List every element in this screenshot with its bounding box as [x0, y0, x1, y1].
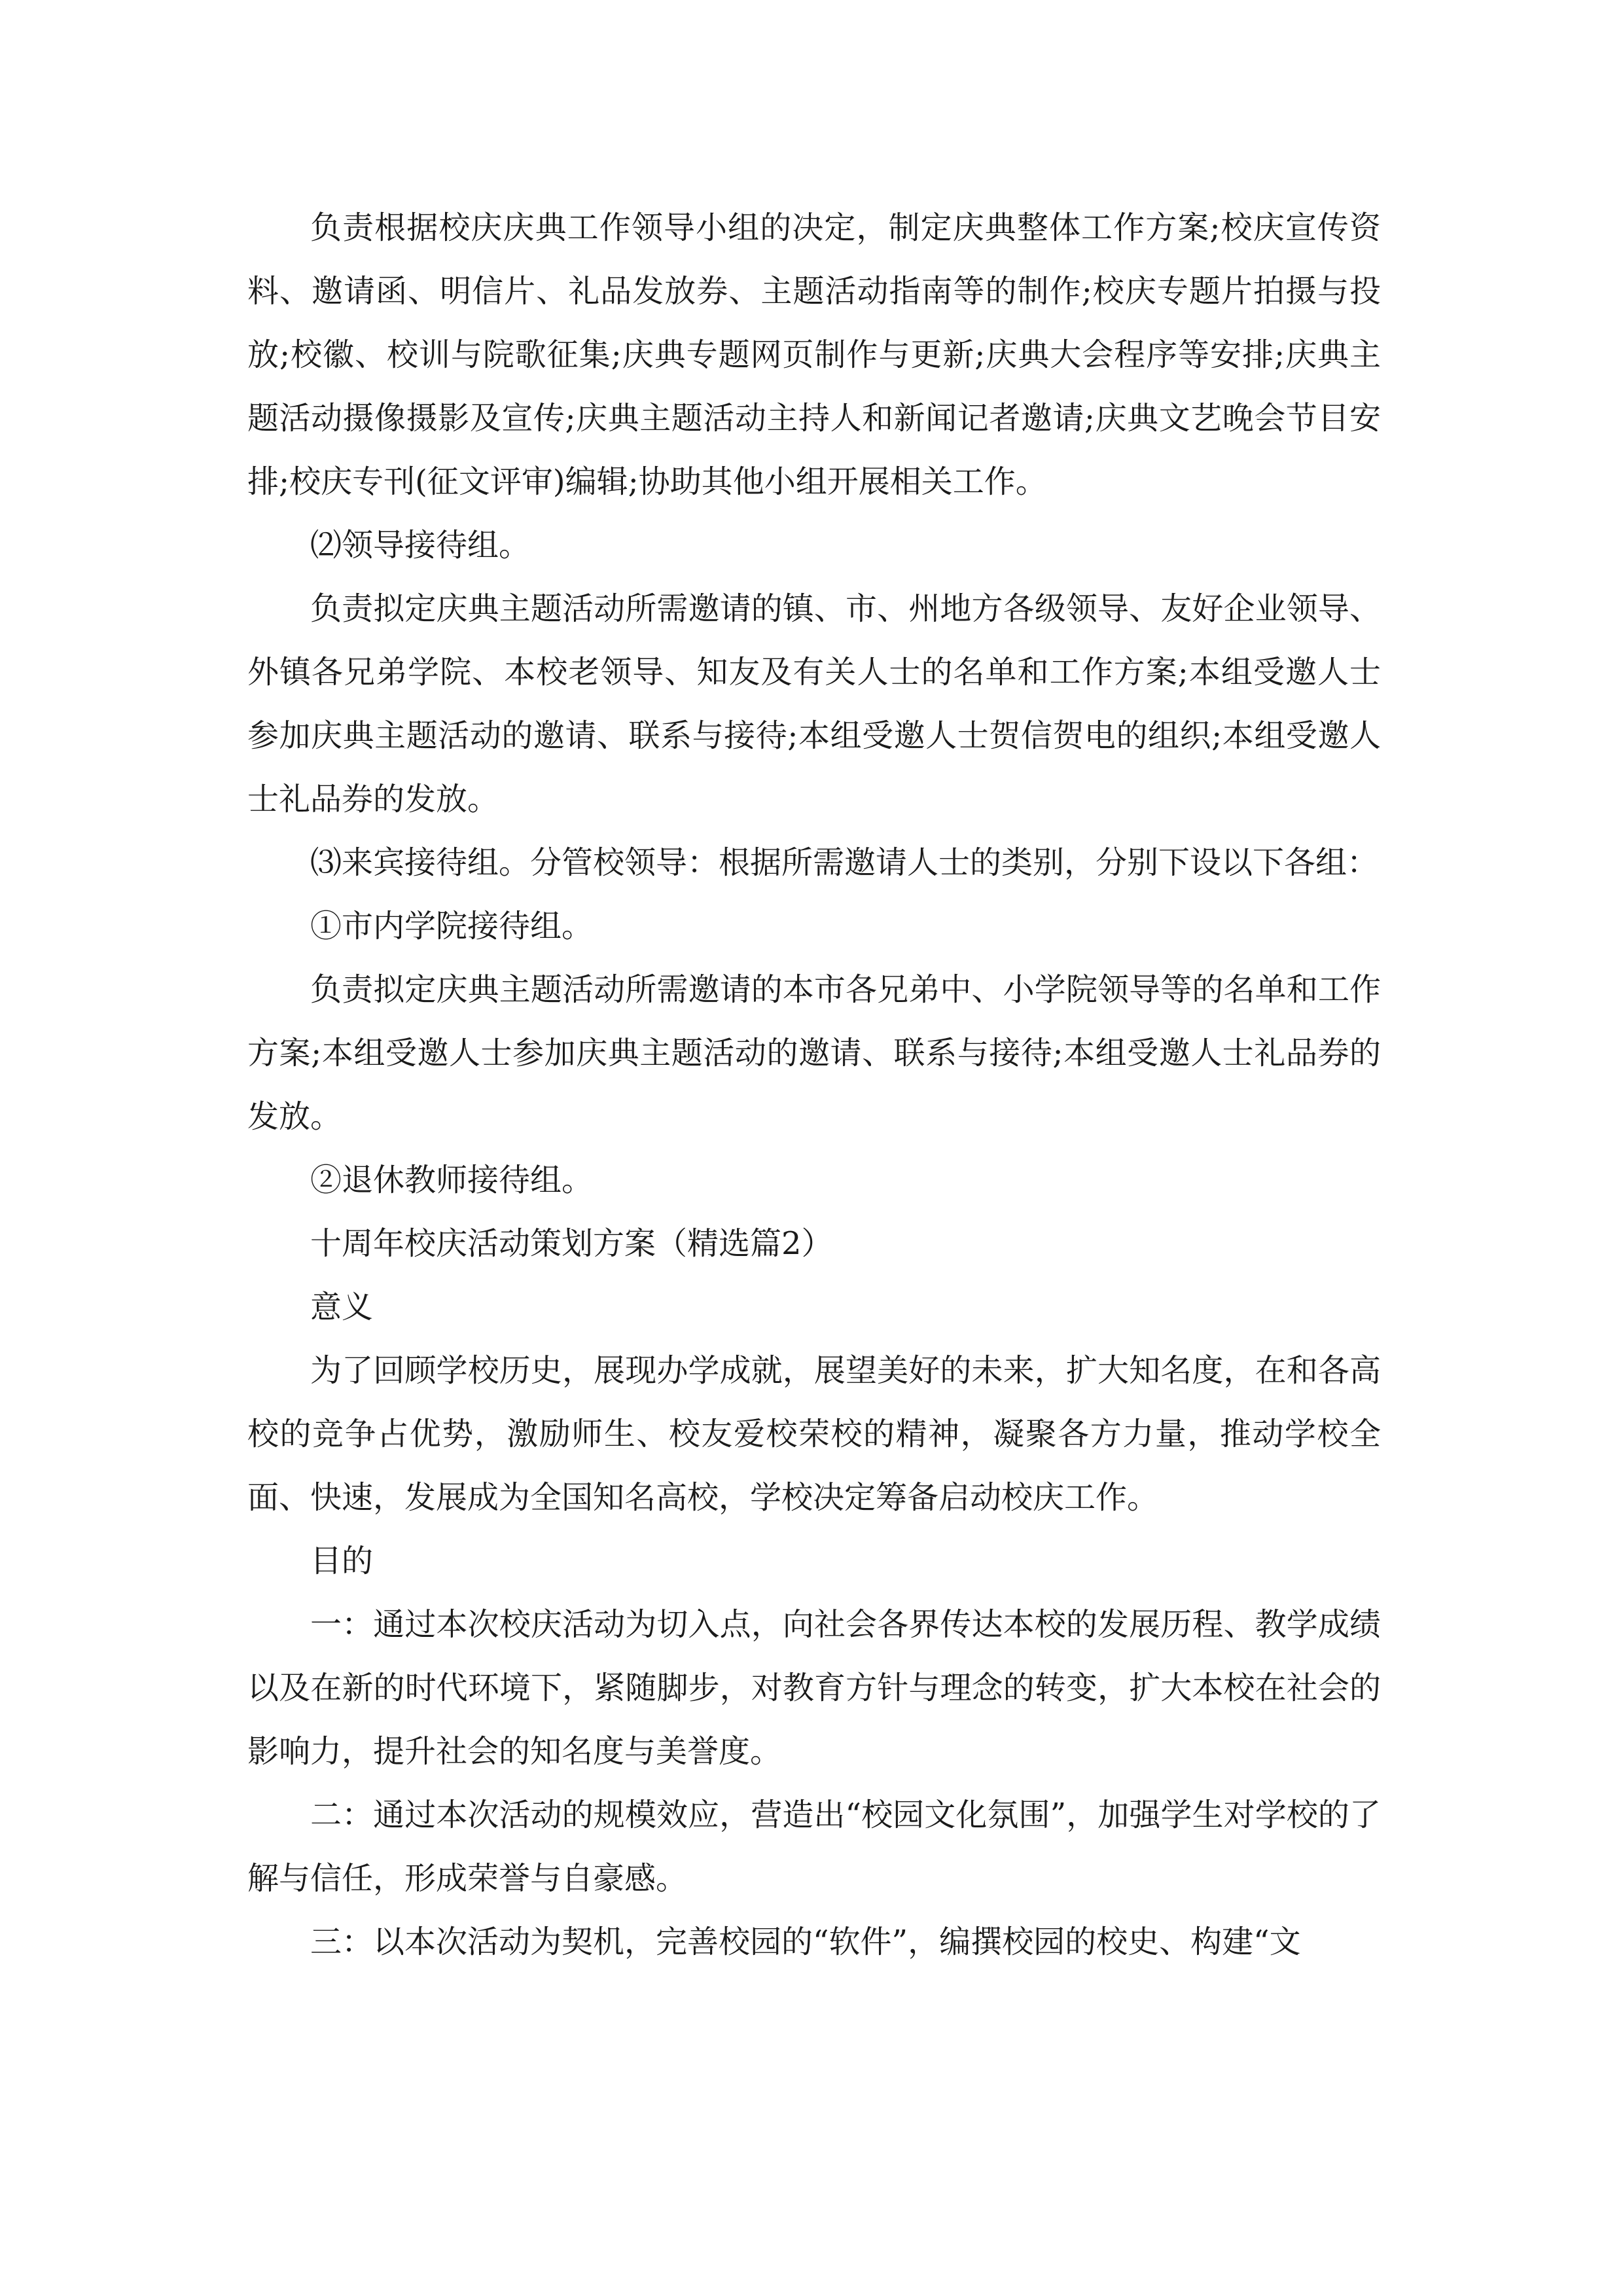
heading-city-school-reception: ①市内学院接待组。 — [310, 908, 594, 944]
document-page — [247, 196, 1381, 1974]
heading-leader-reception-group: ⑵领导接待组。 — [310, 527, 531, 564]
paragraph-publicity-duties: 负责根据校庆庆典工作领导小组的决定，制定庆典整体工作方案;校庆宣传资料、邀请函、明信片、礼品发放券、主题活动指南等的制作;校庆专题片拍摄与投放;校徽、校训与院歌征集;庆典专题网页制作与更新;庆典大会程序等安排;庆典主题活动摄像摄影及宣传;庆典主题活动主持人和新闻记者邀请;庆典文艺晚会节目安排;校庆专刊(征文评审)编辑;协助其他小组开展相关工作。 — [247, 209, 1381, 500]
paragraph-purpose-three: 三：以本次活动为契机，完善校园的“软件”，编撰校园的校史、构建“文 — [310, 1924, 1301, 1960]
heading-significance: 意义 — [310, 1289, 374, 1325]
paragraph-city-school-duties: 负责拟定庆典主题活动所需邀请的本市各兄弟中、小学院领导等的名单和工作方案;本组受邀人士参加庆典主题活动的邀请、联系与接待;本组受邀人士礼品券的发放。 — [247, 971, 1381, 1135]
paragraph-significance: 为了回顾学校历史，展现办学成就，展望美好的未来，扩大知名度，在和各高校的竞争占优势，激励师生、校友爱校荣校的精神，凝聚各方力量，推动学校全面、快速，发展成为全国知名高校，学校决定筹备启动校庆工作。 — [247, 1352, 1381, 1516]
heading-retired-teacher-reception: ②退休教师接待组。 — [310, 1162, 594, 1198]
heading-purpose: 目的 — [310, 1543, 374, 1579]
paragraph-leader-reception-duties: 负责拟定庆典主题活动所需邀请的镇、市、州地方各级领导、友好企业领导、外镇各兄弟学院、本校老领导、知友及有关人士的名单和工作方案;本组受邀人士参加庆典主题活动的邀请、联系与接待;本组受邀人士贺信贺电的组织;本组受邀人士礼品券的发放。 — [247, 590, 1381, 817]
section-title-plan-2: 十周年校庆活动策划方案（精选篇2） — [310, 1225, 833, 1262]
paragraph-purpose-two: 二：通过本次活动的规模效应，营造出“校园文化氛围”，加强学生对学校的了解与信任，形成荣誉与自豪感。 — [247, 1797, 1381, 1897]
paragraph-purpose-one: 一：通过本次校庆活动为切入点，向社会各界传达本校的发展历程、教学成绩以及在新的时代环境下，紧随脚步，对教育方针与理念的转变，扩大本校在社会的影响力，提升社会的知名度与美誉度。 — [247, 1606, 1381, 1770]
paragraph-guest-reception-group: ⑶来宾接待组。分管校领导：根据所需邀请人士的类别，分别下设以下各组： — [310, 844, 1379, 881]
